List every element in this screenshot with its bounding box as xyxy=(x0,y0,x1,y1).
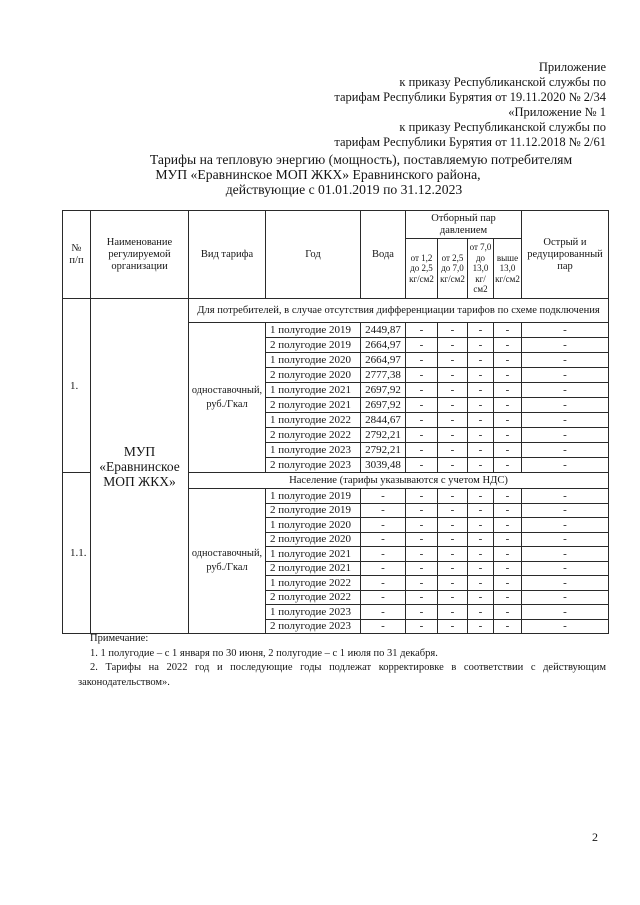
period-cell: 2 полугодие 2020 xyxy=(266,368,361,383)
steam-tariff-cell: - xyxy=(468,458,494,473)
steam-group-label: Отборный пар давлением xyxy=(431,212,496,236)
steam-tariff-cell: - xyxy=(438,353,468,368)
steam-tariff-cell: - xyxy=(406,590,438,605)
sharp-steam-tariff-cell: - xyxy=(522,547,609,562)
steam-tariff-cell: - xyxy=(438,413,468,428)
steam-tariff-cell: - xyxy=(468,353,494,368)
approval-line: к приказу Республиканской службы по xyxy=(399,75,606,89)
steam-tariff-cell: - xyxy=(438,605,468,620)
water-tariff-cell: 2777,38 xyxy=(361,368,406,383)
note-item: 2. Тарифы на 2022 год и последующие годы подлежат корректировке в соответствии с действующим законодательством». xyxy=(78,662,606,688)
period-cell: 2 полугодие 2023 xyxy=(266,619,361,634)
steam-tariff-cell: - xyxy=(468,576,494,591)
steam-tariff-cell: - xyxy=(438,503,468,518)
period-cell: 1 полугодие 2023 xyxy=(266,605,361,620)
water-tariff-cell: - xyxy=(361,605,406,620)
steam-tariff-cell: - xyxy=(438,547,468,562)
steam-tariff-cell: - xyxy=(468,443,494,458)
row-number: 1.1. xyxy=(63,473,91,634)
group-title: Для потребителей, в случае отсутствия дифференциации тарифов по схеме подключения xyxy=(189,299,609,323)
column-header-steam-pressure: от 1,2 до 2,5 кг/см2 xyxy=(406,239,438,299)
water-tariff-cell: - xyxy=(361,547,406,562)
approval-line: Приложение xyxy=(538,60,606,74)
steam-tariff-cell: - xyxy=(468,590,494,605)
period-cell: 1 полугодие 2020 xyxy=(266,353,361,368)
sharp-steam-tariff-cell: - xyxy=(522,368,609,383)
steam-tariff-cell: - xyxy=(494,323,522,338)
period-cell: 1 полугодие 2019 xyxy=(266,323,361,338)
column-header-tariff-type: Вид тарифа xyxy=(189,211,266,299)
steam-tariff-cell: - xyxy=(406,368,438,383)
tariff-table xyxy=(62,210,609,634)
steam-tariff-cell: - xyxy=(438,428,468,443)
period-cell: 2 полугодие 2022 xyxy=(266,590,361,605)
steam-tariff-cell: - xyxy=(494,619,522,634)
sharp-steam-tariff-cell: - xyxy=(522,413,609,428)
page-number: 2 xyxy=(592,830,598,844)
steam-tariff-cell: - xyxy=(494,532,522,547)
steam-tariff-cell: - xyxy=(468,338,494,353)
note-item: 1. 1 полугодие – с 1 января по 30 июня, 2 полугодие – с 1 июля по 31 декабря. xyxy=(90,647,438,659)
steam-tariff-cell: - xyxy=(438,338,468,353)
organization-name: МУП «Еравнинское МОП ЖКХ» xyxy=(91,299,189,634)
water-tariff-cell: 3039,48 xyxy=(361,458,406,473)
steam-tariff-cell: - xyxy=(438,532,468,547)
steam-tariff-cell: - xyxy=(406,547,438,562)
steam-tariff-cell: - xyxy=(468,503,494,518)
water-tariff-cell: - xyxy=(361,532,406,547)
steam-tariff-cell: - xyxy=(406,398,438,413)
sharp-steam-tariff-cell: - xyxy=(522,489,609,504)
steam-tariff-cell: - xyxy=(406,383,438,398)
sharp-steam-tariff-cell: - xyxy=(522,323,609,338)
steam-tariff-cell: - xyxy=(494,561,522,576)
group-title-row xyxy=(63,299,609,323)
sharp-steam-tariff-cell: - xyxy=(522,518,609,533)
document-title-line: Тарифы на тепловую энергию (мощность), поставляемую потребителям xyxy=(149,152,573,167)
steam-tariff-cell: - xyxy=(438,383,468,398)
steam-tariff-cell: - xyxy=(438,398,468,413)
steam-tariff-cell: - xyxy=(438,518,468,533)
steam-tariff-cell: - xyxy=(468,547,494,562)
period-cell: 2 полугодие 2023 xyxy=(266,458,361,473)
sharp-steam-tariff-cell: - xyxy=(522,353,609,368)
period-cell: 2 полугодие 2019 xyxy=(266,338,361,353)
water-tariff-cell: 2697,92 xyxy=(361,383,406,398)
steam-tariff-cell: - xyxy=(494,443,522,458)
steam-tariff-cell: - xyxy=(468,518,494,533)
steam-tariff-cell: - xyxy=(438,368,468,383)
sharp-steam-tariff-cell: - xyxy=(522,458,609,473)
steam-tariff-cell: - xyxy=(406,443,438,458)
water-tariff-cell: 2664,97 xyxy=(361,338,406,353)
steam-tariff-cell: - xyxy=(494,489,522,504)
steam-tariff-cell: - xyxy=(438,458,468,473)
steam-tariff-cell: - xyxy=(494,338,522,353)
water-tariff-cell: - xyxy=(361,503,406,518)
sharp-steam-tariff-cell: - xyxy=(522,503,609,518)
steam-tariff-cell: - xyxy=(468,398,494,413)
steam-tariff-cell: - xyxy=(406,353,438,368)
steam-tariff-cell: - xyxy=(468,489,494,504)
water-tariff-cell: 2844,67 xyxy=(361,413,406,428)
approval-line: тарифам Республики Бурятия от 11.12.2018 № 2/61 xyxy=(334,135,606,149)
steam-tariff-cell: - xyxy=(468,561,494,576)
steam-tariff-cell: - xyxy=(406,413,438,428)
steam-tariff-cell: - xyxy=(494,383,522,398)
column-header-steam-pressure: от 2,5 до 7,0 кг/см2 xyxy=(438,239,468,299)
steam-tariff-cell: - xyxy=(468,619,494,634)
steam-tariff-cell: - xyxy=(494,458,522,473)
sharp-steam-tariff-cell: - xyxy=(522,383,609,398)
steam-tariff-cell: - xyxy=(406,338,438,353)
steam-tariff-cell: - xyxy=(494,413,522,428)
approval-block xyxy=(334,60,606,150)
steam-tariff-cell: - xyxy=(468,428,494,443)
steam-tariff-cell: - xyxy=(494,428,522,443)
steam-tariff-cell: - xyxy=(468,413,494,428)
table-header xyxy=(63,211,609,299)
header-row xyxy=(63,211,609,239)
approval-line: тарифам Республики Бурятия от 19.11.2020 № 2/34 xyxy=(334,90,606,104)
document-title-line: действующие с 01.01.2019 по 31.12.2023 xyxy=(225,182,463,197)
steam-tariff-cell: - xyxy=(494,576,522,591)
steam-tariff-cell: - xyxy=(438,489,468,504)
period-cell: 2 полугодие 2020 xyxy=(266,532,361,547)
period-cell: 1 полугодие 2021 xyxy=(266,383,361,398)
period-cell: 2 полугодие 2021 xyxy=(266,561,361,576)
period-cell: 1 полугодие 2020 xyxy=(266,518,361,533)
steam-tariff-cell: - xyxy=(438,323,468,338)
steam-tariff-cell: - xyxy=(468,532,494,547)
column-header-water: Вода xyxy=(361,211,406,299)
table-body xyxy=(63,299,609,634)
row-number: 1. xyxy=(63,299,91,473)
period-cell: 1 полугодие 2019 xyxy=(266,489,361,504)
notes-block xyxy=(78,632,606,690)
period-cell: 2 полугодие 2019 xyxy=(266,503,361,518)
steam-tariff-cell: - xyxy=(494,353,522,368)
steam-tariff-cell: - xyxy=(438,576,468,591)
steam-tariff-cell: - xyxy=(406,518,438,533)
column-header-number: № п/п xyxy=(63,211,91,299)
column-header-steam-pressure: от 7,0 до 13,0 кг/см2 xyxy=(468,239,494,299)
period-cell: 1 полугодие 2022 xyxy=(266,576,361,591)
period-cell: 2 полугодие 2021 xyxy=(266,398,361,413)
period-cell: 1 полугодие 2021 xyxy=(266,547,361,562)
water-tariff-cell: 2664,97 xyxy=(361,353,406,368)
approval-line: «Приложение № 1 xyxy=(508,105,606,119)
steam-tariff-cell: - xyxy=(438,443,468,458)
sharp-steam-tariff-cell: - xyxy=(522,532,609,547)
steam-tariff-cell: - xyxy=(406,605,438,620)
steam-tariff-cell: - xyxy=(468,383,494,398)
sharp-steam-tariff-cell: - xyxy=(522,338,609,353)
steam-tariff-cell: - xyxy=(438,619,468,634)
steam-tariff-cell: - xyxy=(406,428,438,443)
steam-tariff-cell: - xyxy=(494,547,522,562)
steam-tariff-cell: - xyxy=(406,323,438,338)
steam-tariff-cell: - xyxy=(494,605,522,620)
sharp-steam-tariff-cell: - xyxy=(522,561,609,576)
water-tariff-cell: 2792,21 xyxy=(361,443,406,458)
column-header-organization: Наименование регулируемой организации xyxy=(91,211,189,299)
steam-tariff-cell: - xyxy=(406,503,438,518)
steam-tariff-cell: - xyxy=(438,590,468,605)
column-header-year: Год xyxy=(266,211,361,299)
water-tariff-cell: 2697,92 xyxy=(361,398,406,413)
group-title: Население (тарифы указываются с учетом НДС) xyxy=(189,473,609,489)
water-tariff-cell: - xyxy=(361,619,406,634)
document-title-line: МУП «Еравнинское МОП ЖКХ» Еравнинского района, xyxy=(155,167,481,182)
water-tariff-cell: 2449,87 xyxy=(361,323,406,338)
steam-tariff-cell: - xyxy=(406,561,438,576)
steam-tariff-cell: - xyxy=(406,576,438,591)
steam-tariff-cell: - xyxy=(494,590,522,605)
steam-tariff-cell: - xyxy=(406,532,438,547)
sharp-steam-tariff-cell: - xyxy=(522,605,609,620)
steam-tariff-cell: - xyxy=(406,489,438,504)
column-header-sharp-steam: Острый и редуцированный пар xyxy=(522,211,609,299)
water-tariff-cell: - xyxy=(361,561,406,576)
steam-tariff-cell: - xyxy=(494,503,522,518)
steam-tariff-cell: - xyxy=(406,458,438,473)
sharp-steam-tariff-cell: - xyxy=(522,590,609,605)
sharp-steam-tariff-cell: - xyxy=(522,619,609,634)
water-tariff-cell: - xyxy=(361,518,406,533)
notes-heading: Примечание: xyxy=(90,633,149,644)
period-cell: 1 полугодие 2023 xyxy=(266,443,361,458)
period-cell: 2 полугодие 2022 xyxy=(266,428,361,443)
sharp-steam-tariff-cell: - xyxy=(522,428,609,443)
steam-tariff-cell: - xyxy=(494,368,522,383)
steam-tariff-cell: - xyxy=(494,398,522,413)
column-header-steam-pressure: выше 13,0 кг/см2 xyxy=(494,239,522,299)
approval-line: к приказу Республиканской службы по xyxy=(399,120,606,134)
water-tariff-cell: 2792,21 xyxy=(361,428,406,443)
period-cell: 1 полугодие 2022 xyxy=(266,413,361,428)
tariff-type: одноставочный, руб./Гкал xyxy=(189,323,266,473)
steam-tariff-cell: - xyxy=(406,619,438,634)
sharp-steam-tariff-cell: - xyxy=(522,398,609,413)
steam-tariff-cell: - xyxy=(438,561,468,576)
steam-tariff-cell: - xyxy=(494,518,522,533)
steam-tariff-cell: - xyxy=(468,323,494,338)
sharp-steam-tariff-cell: - xyxy=(522,576,609,591)
water-tariff-cell: - xyxy=(361,489,406,504)
steam-tariff-cell: - xyxy=(468,605,494,620)
column-header-steam-group xyxy=(406,211,522,239)
tariff-type: одноставочный, руб./Гкал xyxy=(189,489,266,634)
steam-tariff-cell: - xyxy=(468,368,494,383)
sharp-steam-tariff-cell: - xyxy=(522,443,609,458)
water-tariff-cell: - xyxy=(361,590,406,605)
water-tariff-cell: - xyxy=(361,576,406,591)
